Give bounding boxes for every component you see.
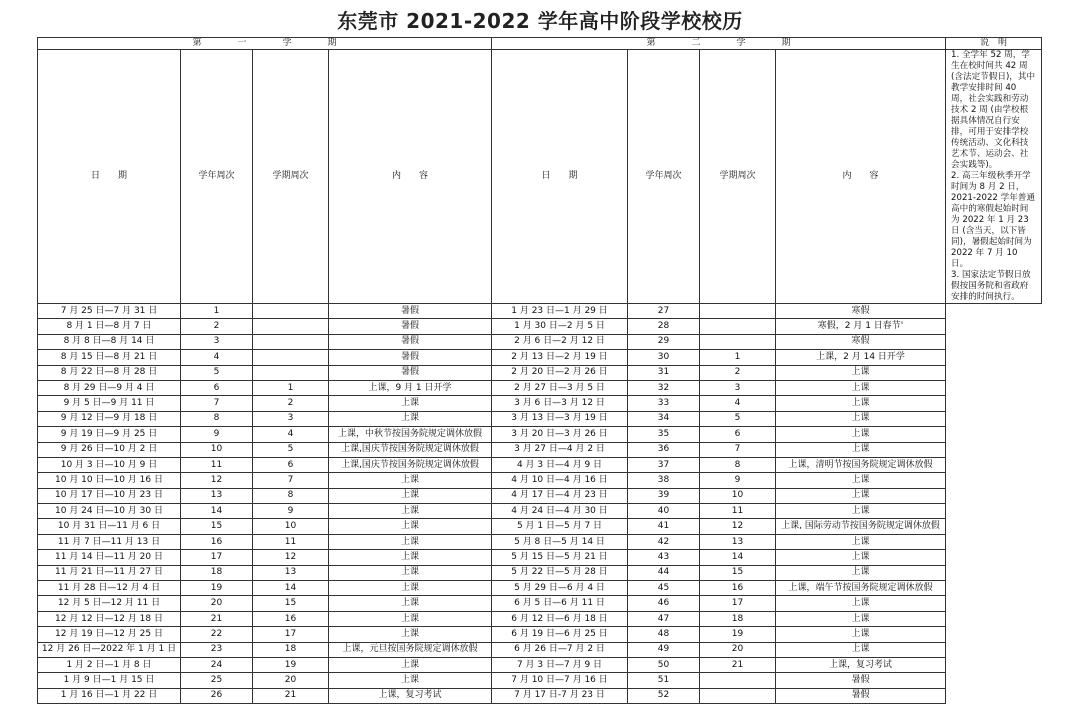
cell-date-1: 1 月 16 日—1 月 22 日 <box>38 688 181 703</box>
cell-year-week-2: 32 <box>628 380 700 395</box>
cell-year-week-1: 1 <box>181 304 253 319</box>
cell-content-2: 上课 <box>776 534 946 549</box>
page-title: 东莞市 2021-2022 学年高中阶段学校校历 <box>337 9 743 33</box>
cell-content-1: 上课 <box>329 488 492 503</box>
cell-content-2: 上课 <box>776 596 946 611</box>
cell-year-week-2: 31 <box>628 365 700 380</box>
cell-year-week-2: 47 <box>628 611 700 626</box>
cell-term-week-1 <box>253 319 329 334</box>
cell-year-week-2: 46 <box>628 596 700 611</box>
cell-year-week-2: 48 <box>628 627 700 642</box>
cell-term-week-2: 13 <box>700 534 776 549</box>
cell-content-2: 上课 <box>776 427 946 442</box>
cell-date-1: 7 月 25 日—7 月 31 日 <box>38 304 181 319</box>
cell-date-2: 1 月 23 日—1 月 29 日 <box>492 304 628 319</box>
cell-date-1: 12 月 12 日—12 月 18 日 <box>38 611 181 626</box>
col-header-content-2: 内 容 <box>776 50 946 304</box>
cell-date-1: 10 月 31 日—11 月 6 日 <box>38 519 181 534</box>
cell-date-1: 10 月 24 日—10 月 30 日 <box>38 504 181 519</box>
cell-date-1: 9 月 19 日—9 月 25 日 <box>38 427 181 442</box>
cell-date-2: 3 月 13 日—3 月 19 日 <box>492 411 628 426</box>
cell-year-week-2: 42 <box>628 534 700 549</box>
cell-content-2: 上课 <box>776 504 946 519</box>
cell-year-week-1: 24 <box>181 657 253 672</box>
cell-term-week-2: 17 <box>700 596 776 611</box>
cell-year-week-1: 7 <box>181 396 253 411</box>
cell-date-2: 4 月 17 日—4 月 23 日 <box>492 488 628 503</box>
note-item-3: 3. 国家法定节假日放假按国务院和省政府安排的时间执行。 <box>951 270 1031 302</box>
cell-content-1: 暑假 <box>329 304 492 319</box>
cell-date-2: 7 月 10 日—7 月 16 日 <box>492 673 628 688</box>
cell-year-week-1: 9 <box>181 427 253 442</box>
cell-content-2: 寒假，2 月 1 日春节' <box>776 319 946 334</box>
cell-date-1: 8 月 15 日—8 月 21 日 <box>38 350 181 365</box>
cell-term-week-2: 5 <box>700 411 776 426</box>
cell-term-week-2: 6 <box>700 427 776 442</box>
col-header-term-week-1: 学期周次 <box>253 50 329 304</box>
cell-content-2: 上课，清明节按国务院规定调休放假 <box>776 457 946 472</box>
cell-term-week-2: 12 <box>700 519 776 534</box>
cell-content-2: 上课 <box>776 627 946 642</box>
cell-term-week-1: 21 <box>253 688 329 703</box>
cell-content-2: 上课 <box>776 365 946 380</box>
cell-date-2: 1 月 30 日—2 月 5 日 <box>492 319 628 334</box>
cell-term-week-2: 8 <box>700 457 776 472</box>
cell-content-1: 暑假 <box>329 334 492 349</box>
cell-date-2: 4 月 10 日—4 月 16 日 <box>492 473 628 488</box>
cell-content-1: 上课,国庆节按国务院规定调休放假 <box>329 442 492 457</box>
cell-date-2: 5 月 8 日—5 月 14 日 <box>492 534 628 549</box>
cell-term-week-2: 4 <box>700 396 776 411</box>
cell-date-1: 9 月 26 日—10 月 2 日 <box>38 442 181 457</box>
table-row <box>38 380 1042 395</box>
cell-year-week-2: 52 <box>628 688 700 703</box>
cell-date-2: 6 月 26 日—7 月 2 日 <box>492 642 628 657</box>
cell-content-2: 上课 <box>776 473 946 488</box>
cell-content-1: 上课 <box>329 534 492 549</box>
cell-year-week-2: 30 <box>628 350 700 365</box>
cell-term-week-1: 12 <box>253 550 329 565</box>
cell-content-2: 寒假 <box>776 304 946 319</box>
cell-date-1: 11 月 7 日—11 月 13 日 <box>38 534 181 549</box>
cell-date-2: 4 月 3 日—4 月 9 日 <box>492 457 628 472</box>
cell-date-1: 8 月 1 日—8 月 7 日 <box>38 319 181 334</box>
cell-year-week-1: 25 <box>181 673 253 688</box>
cell-date-1: 1 月 9 日—1 月 15 日 <box>38 673 181 688</box>
cell-term-week-1: 2 <box>253 396 329 411</box>
cell-term-week-1: 15 <box>253 596 329 611</box>
cell-content-2: 上课 <box>776 488 946 503</box>
cell-term-week-2: 10 <box>700 488 776 503</box>
cell-date-1: 1 月 2 日—1 月 8 日 <box>38 657 181 672</box>
cell-year-week-2: 29 <box>628 334 700 349</box>
cell-content-1: 上课，9 月 1 日开学 <box>329 380 492 395</box>
cell-content-1: 上课 <box>329 550 492 565</box>
cell-date-2: 7 月 3 日—7 月 9 日 <box>492 657 628 672</box>
cell-term-week-2: 7 <box>700 442 776 457</box>
cell-year-week-2: 37 <box>628 457 700 472</box>
cell-term-week-1: 3 <box>253 411 329 426</box>
cell-term-week-2 <box>700 304 776 319</box>
cell-content-2: 上课，2 月 14 日开学 <box>776 350 946 365</box>
cell-date-1: 11 月 21 日—11 月 27 日 <box>38 565 181 580</box>
cell-year-week-1: 6 <box>181 380 253 395</box>
table-row <box>38 534 1042 549</box>
cell-content-1: 上课 <box>329 473 492 488</box>
col-header-content-1: 内 容 <box>329 50 492 304</box>
cell-year-week-1: 11 <box>181 457 253 472</box>
cell-date-2: 5 月 29 日—6 月 4 日 <box>492 581 628 596</box>
table-row <box>38 550 1042 565</box>
cell-date-2: 5 月 15 日—5 月 21 日 <box>492 550 628 565</box>
cell-year-week-2: 27 <box>628 304 700 319</box>
cell-date-2: 5 月 22 日—5 月 28 日 <box>492 565 628 580</box>
note-item-2: 2. 高三年级秋季开学时间为 8 月 2 日，2021-2022 学年普通高中的寒假起始时间为 2022 年 1 月 23 日 (含当天，以下皆同)，暑假起始时间为 2022 年 7 月 10 日。 <box>951 171 1035 269</box>
cell-year-week-1: 10 <box>181 442 253 457</box>
table-row <box>38 350 1042 365</box>
cell-date-1: 9 月 12 日—9 月 18 日 <box>38 411 181 426</box>
cell-term-week-1: 16 <box>253 611 329 626</box>
cell-date-2: 7 月 17 日-7 月 23 日 <box>492 688 628 703</box>
table-row <box>38 673 1042 688</box>
cell-content-1: 上课 <box>329 627 492 642</box>
cell-term-week-1: 14 <box>253 581 329 596</box>
cell-year-week-2: 43 <box>628 550 700 565</box>
cell-term-week-1: 19 <box>253 657 329 672</box>
cell-date-2: 2 月 20 日—2 月 26 日 <box>492 365 628 380</box>
table-row <box>38 365 1042 380</box>
cell-year-week-1: 4 <box>181 350 253 365</box>
cell-year-week-2: 28 <box>628 319 700 334</box>
cell-year-week-1: 8 <box>181 411 253 426</box>
table-row <box>38 396 1042 411</box>
cell-content-2: 上课 <box>776 565 946 580</box>
cell-year-week-1: 13 <box>181 488 253 503</box>
cell-date-1: 12 月 5 日—12 月 11 日 <box>38 596 181 611</box>
table-row <box>38 581 1042 596</box>
semester-header-row <box>38 38 1042 50</box>
cell-date-2: 2 月 27 日—3 月 5 日 <box>492 380 628 395</box>
cell-year-week-1: 19 <box>181 581 253 596</box>
cell-year-week-2: 51 <box>628 673 700 688</box>
cell-content-1: 上课 <box>329 411 492 426</box>
cell-date-2: 4 月 24 日—4 月 30 日 <box>492 504 628 519</box>
note-item-1: 1. 全学年 52 周，学生在校时间共 42 周 (含法定节假日)，其中教学安排时间 40 周，社会实践和劳动技术 2 周 (由学校根据具体情况自行安排，可用于安排学校传统活动、文化科技艺术节、运动会、社会实践等)。 <box>951 50 1036 170</box>
table-row <box>38 319 1042 334</box>
cell-date-1: 12 月 19 日—12 月 25 日 <box>38 627 181 642</box>
cell-date-1: 11 月 28 日—12 月 4 日 <box>38 581 181 596</box>
cell-content-2: 上课，端午节按国务院规定调休放假 <box>776 581 946 596</box>
cell-content-1: 上课，元旦按国务院规定调休放假 <box>329 642 492 657</box>
cell-year-week-2: 36 <box>628 442 700 457</box>
cell-date-2: 2 月 6 日—2 月 12 日 <box>492 334 628 349</box>
cell-year-week-2: 44 <box>628 565 700 580</box>
cell-content-2: 上课 <box>776 442 946 457</box>
cell-content-2: 上课, 国际劳动节按国务院规定调休放假 <box>776 519 946 534</box>
cell-term-week-2 <box>700 334 776 349</box>
cell-date-2: 6 月 5 日—6 月 11 日 <box>492 596 628 611</box>
cell-year-week-2: 45 <box>628 581 700 596</box>
cell-date-1: 10 月 17 日—10 月 23 日 <box>38 488 181 503</box>
cell-year-week-1: 22 <box>181 627 253 642</box>
cell-year-week-1: 26 <box>181 688 253 703</box>
cell-year-week-2: 49 <box>628 642 700 657</box>
cell-year-week-1: 3 <box>181 334 253 349</box>
cell-year-week-2: 50 <box>628 657 700 672</box>
cell-date-1: 10 月 10 日—10 月 16 日 <box>38 473 181 488</box>
cell-content-2: 暑假 <box>776 673 946 688</box>
cell-date-1: 10 月 3 日—10 月 9 日 <box>38 457 181 472</box>
cell-year-week-1: 23 <box>181 642 253 657</box>
cell-term-week-2: 16 <box>700 581 776 596</box>
cell-date-2: 6 月 19 日—6 月 25 日 <box>492 627 628 642</box>
cell-date-1: 9 月 5 日—9 月 11 日 <box>38 396 181 411</box>
cell-term-week-2: 21 <box>700 657 776 672</box>
cell-content-1: 暑假 <box>329 319 492 334</box>
table-row <box>38 504 1042 519</box>
table-row <box>38 457 1042 472</box>
cell-term-week-1: 9 <box>253 504 329 519</box>
cell-term-week-1: 18 <box>253 642 329 657</box>
cell-term-week-2: 20 <box>700 642 776 657</box>
cell-term-week-1: 7 <box>253 473 329 488</box>
cell-year-week-2: 34 <box>628 411 700 426</box>
cell-year-week-1: 15 <box>181 519 253 534</box>
cell-term-week-2 <box>700 688 776 703</box>
cell-content-1: 上课,国庆节按国务院规定调休放假 <box>329 457 492 472</box>
cell-content-1: 上课 <box>329 596 492 611</box>
cell-date-1: 8 月 29 日—9 月 4 日 <box>38 380 181 395</box>
cell-year-week-2: 33 <box>628 396 700 411</box>
cell-year-week-1: 18 <box>181 565 253 580</box>
cell-date-1: 8 月 22 日—8 月 28 日 <box>38 365 181 380</box>
cell-content-1: 上课 <box>329 673 492 688</box>
cell-content-2: 上课 <box>776 380 946 395</box>
cell-content-1: 上课 <box>329 581 492 596</box>
cell-content-1: 上课，中秋节按国务院规定调休放假 <box>329 427 492 442</box>
cell-year-week-2: 40 <box>628 504 700 519</box>
col-header-year-week-1: 学年周次 <box>181 50 253 304</box>
table-row <box>38 411 1042 426</box>
table-row <box>38 427 1042 442</box>
cell-term-week-1 <box>253 304 329 319</box>
cell-term-week-1 <box>253 365 329 380</box>
table-row <box>38 473 1042 488</box>
cell-term-week-1: 8 <box>253 488 329 503</box>
cell-content-1: 暑假 <box>329 350 492 365</box>
cell-content-2: 上课 <box>776 611 946 626</box>
table-row <box>38 442 1042 457</box>
cell-term-week-1: 11 <box>253 534 329 549</box>
column-header-row <box>38 50 1042 304</box>
calendar-body <box>38 304 1042 704</box>
cell-content-1: 上课 <box>329 504 492 519</box>
cell-term-week-2: 3 <box>700 380 776 395</box>
cell-content-1: 上课 <box>329 657 492 672</box>
table-row <box>38 611 1042 626</box>
cell-content-1: 上课 <box>329 611 492 626</box>
notes-cell <box>946 50 1042 304</box>
cell-term-week-1: 10 <box>253 519 329 534</box>
table-row <box>38 688 1042 703</box>
cell-content-1: 上课 <box>329 519 492 534</box>
semester-1-header: 第 一 学 期 <box>38 38 492 50</box>
cell-term-week-1: 4 <box>253 427 329 442</box>
cell-term-week-1: 20 <box>253 673 329 688</box>
cell-year-week-1: 12 <box>181 473 253 488</box>
col-header-date-2: 日 期 <box>492 50 628 304</box>
cell-content-2: 上课 <box>776 411 946 426</box>
cell-term-week-2: 9 <box>700 473 776 488</box>
cell-content-2: 上课 <box>776 396 946 411</box>
cell-term-week-2: 1 <box>700 350 776 365</box>
table-row <box>38 304 1042 319</box>
cell-term-week-2: 2 <box>700 365 776 380</box>
col-header-term-week-2: 学期周次 <box>700 50 776 304</box>
table-row <box>38 488 1042 503</box>
cell-date-2: 2 月 13 日—2 月 19 日 <box>492 350 628 365</box>
cell-date-1: 12 月 26 日—2022 年 1 月 1 日 <box>38 642 181 657</box>
cell-term-week-1: 5 <box>253 442 329 457</box>
cell-date-2: 3 月 6 日—3 月 12 日 <box>492 396 628 411</box>
cell-year-week-2: 41 <box>628 519 700 534</box>
cell-content-1: 暑假 <box>329 365 492 380</box>
cell-term-week-1 <box>253 350 329 365</box>
cell-year-week-1: 21 <box>181 611 253 626</box>
cell-date-2: 5 月 1 日—5 月 7 日 <box>492 519 628 534</box>
cell-term-week-1 <box>253 334 329 349</box>
cell-term-week-1: 1 <box>253 380 329 395</box>
cell-year-week-1: 16 <box>181 534 253 549</box>
cell-date-2: 6 月 12 日—6 月 18 日 <box>492 611 628 626</box>
cell-date-2: 3 月 20 日—3 月 26 日 <box>492 427 628 442</box>
cell-term-week-1: 13 <box>253 565 329 580</box>
cell-year-week-1: 14 <box>181 504 253 519</box>
cell-date-1: 11 月 14 日—11 月 20 日 <box>38 550 181 565</box>
cell-content-1: 上课 <box>329 396 492 411</box>
cell-content-1: 上课 <box>329 565 492 580</box>
cell-content-2: 上课 <box>776 550 946 565</box>
cell-year-week-2: 38 <box>628 473 700 488</box>
table-row <box>38 596 1042 611</box>
cell-content-2: 上课，复习考试 <box>776 657 946 672</box>
table-row <box>38 519 1042 534</box>
cell-term-week-2: 11 <box>700 504 776 519</box>
cell-content-2: 上课 <box>776 642 946 657</box>
cell-date-2: 3 月 27 日—4 月 2 日 <box>492 442 628 457</box>
cell-term-week-2: 14 <box>700 550 776 565</box>
cell-term-week-2: 19 <box>700 627 776 642</box>
cell-date-1: 8 月 8 日—8 月 14 日 <box>38 334 181 349</box>
cell-term-week-2: 18 <box>700 611 776 626</box>
cell-year-week-2: 39 <box>628 488 700 503</box>
cell-term-week-2 <box>700 319 776 334</box>
cell-term-week-2: 15 <box>700 565 776 580</box>
cell-year-week-2: 35 <box>628 427 700 442</box>
cell-content-2: 暑假 <box>776 688 946 703</box>
cell-year-week-1: 17 <box>181 550 253 565</box>
cell-year-week-1: 20 <box>181 596 253 611</box>
cell-year-week-1: 2 <box>181 319 253 334</box>
cell-content-2: 寒假 <box>776 334 946 349</box>
cell-content-1: 上课，复习考试 <box>329 688 492 703</box>
cell-term-week-2 <box>700 673 776 688</box>
semester-2-header: 第 二 学 期 <box>492 38 946 50</box>
notes-header: 说 明 <box>946 38 1042 50</box>
table-row <box>38 657 1042 672</box>
table-row <box>38 565 1042 580</box>
cell-term-week-1: 6 <box>253 457 329 472</box>
school-calendar-table <box>37 37 1042 704</box>
cell-year-week-1: 5 <box>181 365 253 380</box>
table-row <box>38 334 1042 349</box>
table-row <box>38 627 1042 642</box>
cell-term-week-1: 17 <box>253 627 329 642</box>
col-header-date-1: 日 期 <box>38 50 181 304</box>
col-header-year-week-2: 学年周次 <box>628 50 700 304</box>
table-row <box>38 642 1042 657</box>
